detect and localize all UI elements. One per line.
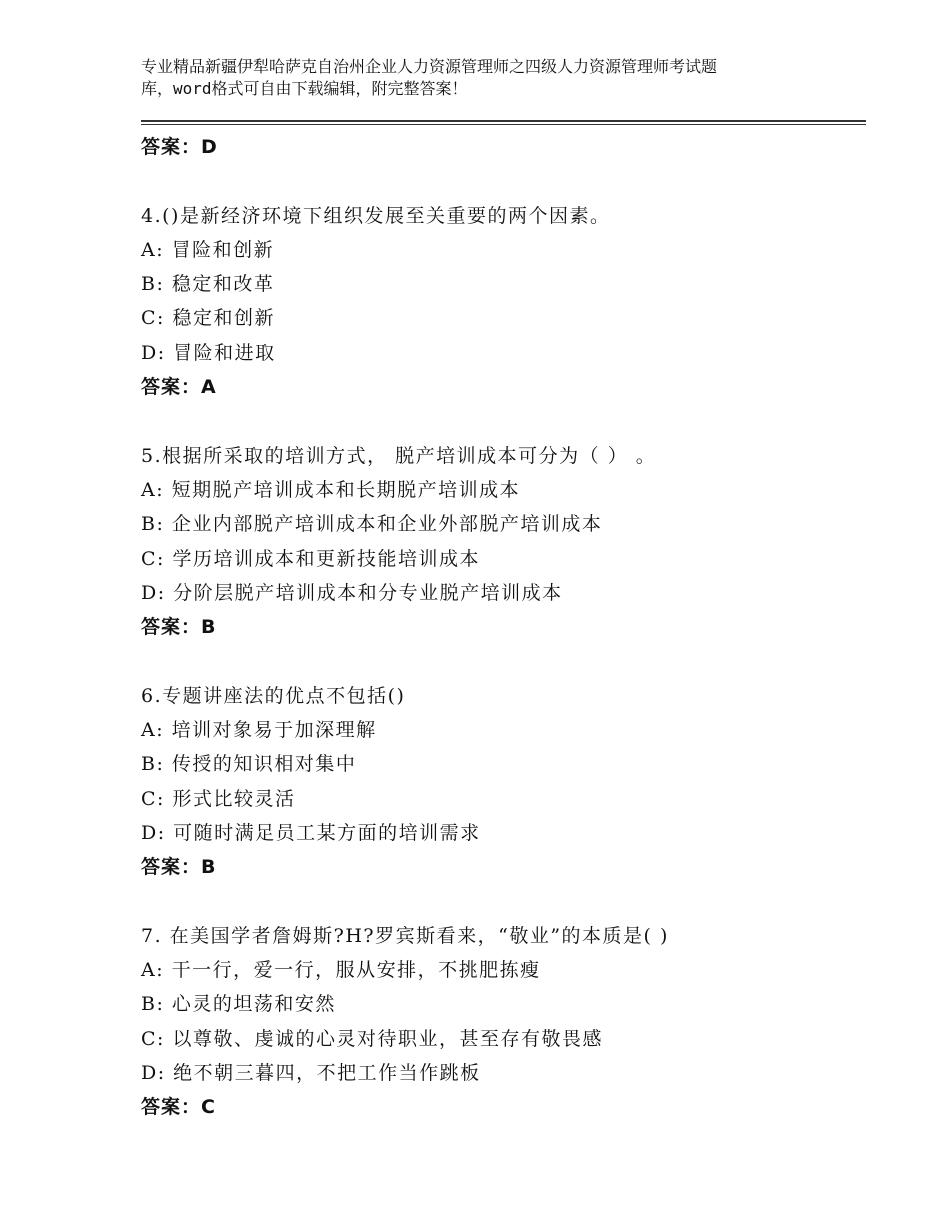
previous-answer: 答案：D (141, 136, 218, 158)
option-a: A: 冒险和创新 (141, 238, 275, 261)
option-a: A: 干一行，爱一行，服从安排，不挑肥拣瘦 (141, 959, 541, 982)
option-b: B: 企业内部脱产培训成本和企业外部脱产培训成本 (141, 513, 603, 536)
question-block (141, 199, 866, 405)
header-divider (141, 120, 866, 126)
option-a: A: 短期脱产培训成本和长期脱产培训成本 (141, 478, 521, 501)
question-text: 6.专题讲座法的优点不包括() (141, 684, 406, 707)
option-a: A: 培训对象易于加深理解 (141, 719, 377, 742)
option-d: D: 冒险和进取 (141, 341, 276, 364)
question-text: 5.根据所采取的培训方式， 脱产培训成本可分为（ ） 。 (141, 444, 657, 467)
question-block (141, 919, 866, 1125)
option-b: B: 传授的知识相对集中 (141, 753, 357, 776)
question-text: 7. 在美国学者詹姆斯?H?罗宾斯看来，“敬业”的本质是( ) (141, 924, 669, 947)
option-c: C: 以尊敬、虔诚的心灵对待职业，甚至存有敬畏感 (141, 1027, 603, 1050)
option-d: D: 可随时满足员工某方面的培训需求 (141, 821, 481, 844)
question-block (141, 679, 866, 885)
option-c: C: 学历培训成本和更新技能培训成本 (141, 547, 480, 570)
answer-line: 答案：C (141, 1096, 216, 1119)
option-b: B: 心灵的坦荡和安然 (141, 993, 336, 1016)
option-d: D: 分阶层脱产培训成本和分专业脱产培训成本 (141, 581, 563, 604)
header-line-1: 专业精品新疆伊犁哈萨克自治州企业人力资源管理师之四级人力资源管理师考试题 (141, 57, 718, 76)
option-c: C: 稳定和创新 (141, 307, 275, 330)
answer-line: 答案：B (141, 856, 217, 879)
answer-line: 答案：A (141, 376, 217, 399)
document-header (141, 56, 841, 100)
question-block (141, 439, 866, 645)
question-list (141, 130, 866, 1125)
question-text: 4.()是新经济环境下组织发展至关重要的两个因素。 (141, 204, 611, 227)
option-d: D: 绝不朝三暮四，不把工作当作跳板 (141, 1062, 481, 1085)
answer-line: 答案：B (141, 616, 217, 639)
header-line-2: 库，word格式可自由下载编辑，附完整答案！ (141, 79, 468, 98)
option-c: C: 形式比较灵活 (141, 787, 296, 810)
option-b: B: 稳定和改革 (141, 273, 275, 296)
